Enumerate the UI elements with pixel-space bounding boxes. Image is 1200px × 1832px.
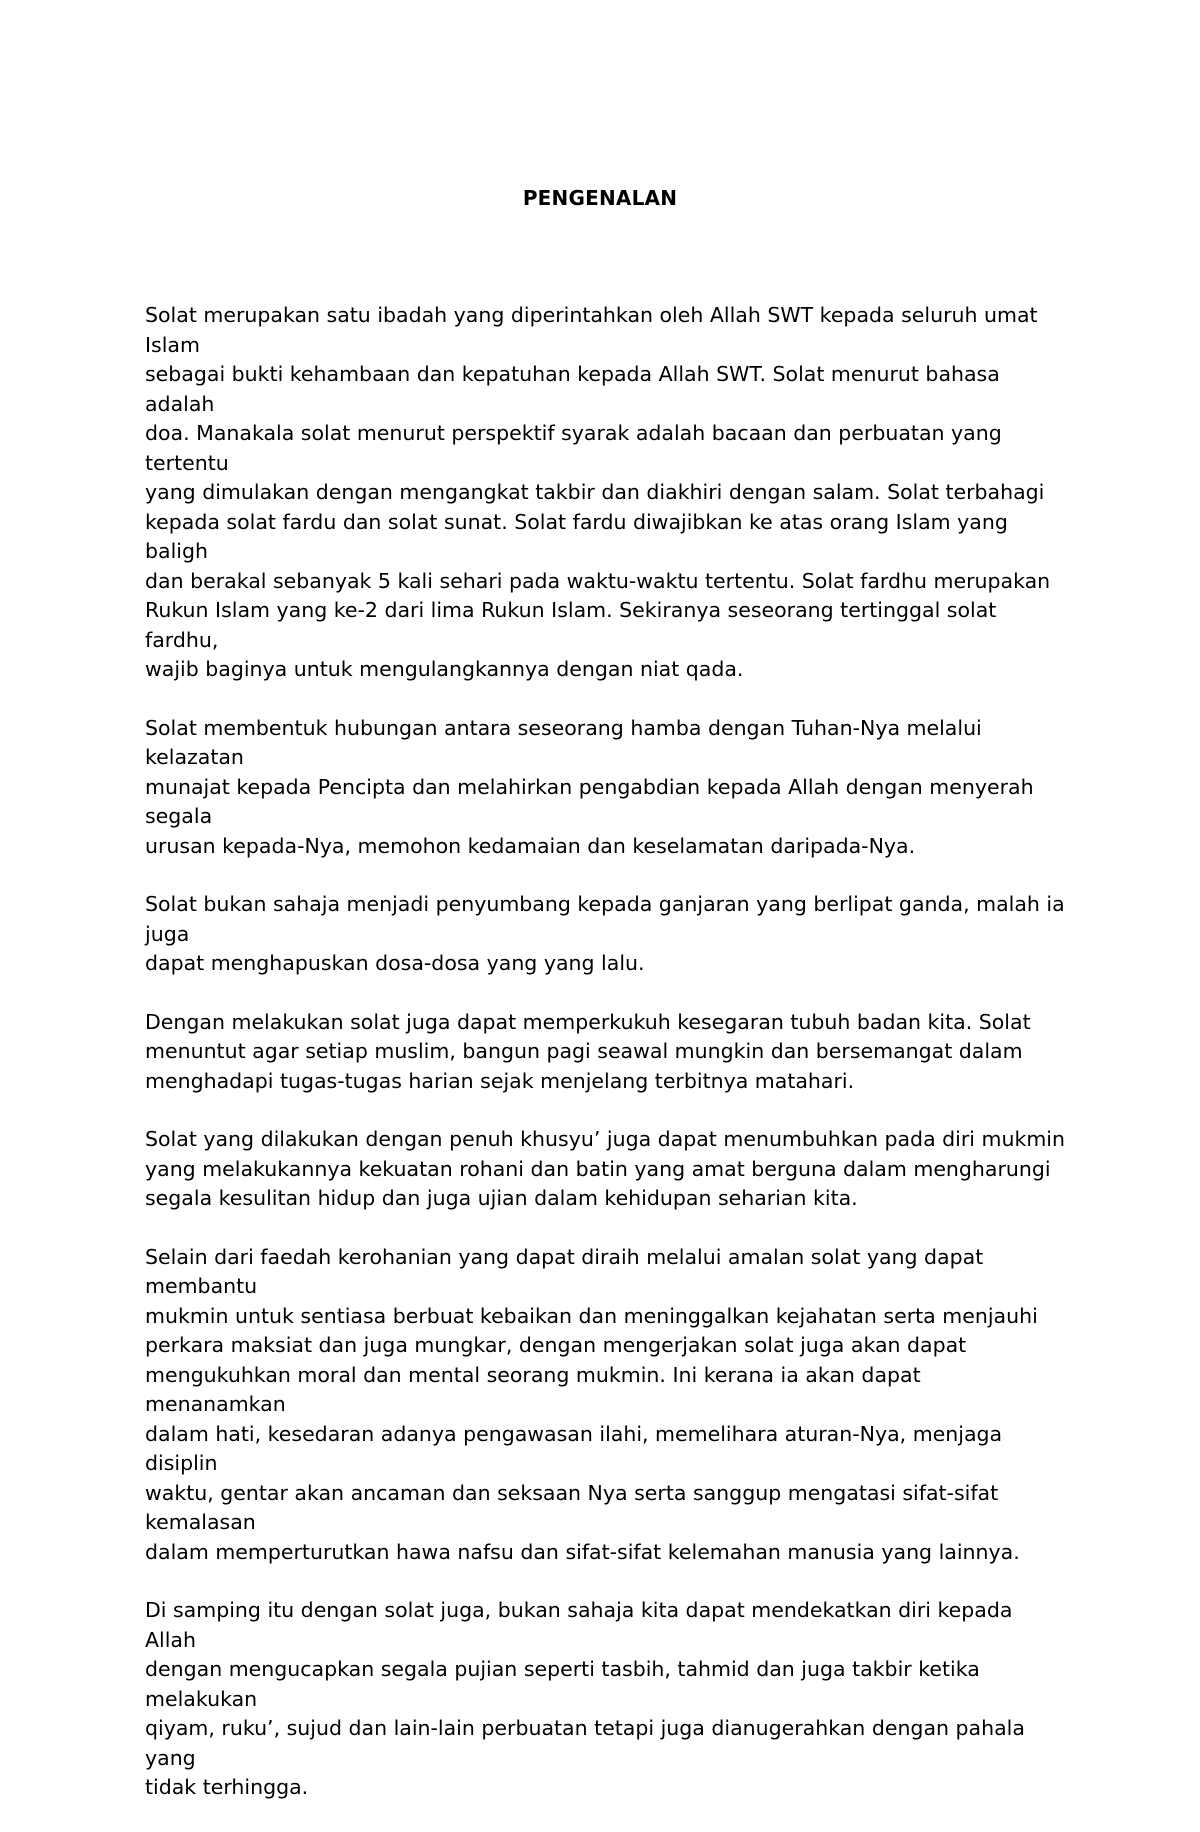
paragraph-1: Solat merupakan satu ibadah yang diperintahkan oleh Allah SWT kepada seluruh umat Islam sebagai bukti kehambaan dan kepatuhan kepada Allah SWT. Solat menurut bahasa adalah doa. Manakala solat menurut perspektif syarak adalah bacaan dan perbuatan yang tertentu yang dimulakan dengan mengangkat takbir dan diakhiri dengan salam. Solat terbahagi kepada solat fardu dan solat sunat. Solat fardu diwajibkan ke atas orang Islam yang baligh dan berakal sebanyak 5 kali sehari pada waktu-waktu tertentu. Solat fardhu merupakan Rukun Islam yang ke-2 dari lima Rukun Islam. Sekiranya seseorang tertinggal solat fardhu, wajib baginya untuk mengulangkannya dengan niat qada. [145, 303, 1051, 681]
document-body [145, 301, 1065, 1832]
paragraph-5: Solat yang dilakukan dengan penuh khusyu’ juga dapat menumbuhkan pada diri mukmin yang melakukannya kekuatan rohani dan batin yang amat berguna dalam mengharungi segala kesulitan hidup dan juga ujian dalam kehidupan seharian kita. [145, 1127, 1065, 1210]
paragraph-6: Selain dari faedah kerohanian yang dapat diraih melalui amalan solat yang dapat membantu mukmin untuk sentiasa berbuat kebaikan dan meninggalkan kejahatan serta menjauhi perkara maksiat dan juga mungkar, dengan mengerjakan solat juga akan dapat mengukuhkan moral dan mental seorang mukmin. Ini kerana ia akan dapat menanamkan dalam hati, kesedaran adanya pengawasan ilahi, memelihara aturan-Nya, menjaga disiplin waktu, gentar akan ancaman dan seksaan Nya serta sanggup mengatasi sifat-sifat kemalasan dalam memperturutkan hawa nafsu dan sifat-sifat kelemahan manusia yang lainnya. [145, 1244, 1038, 1564]
paragraph-3: Solat bukan sahaja menjadi penyumbang kepada ganjaran yang berlipat ganda, malah ia juga dapat menghapuskan dosa-dosa yang yang lalu. [145, 892, 1065, 975]
document-title: PENGENALAN [522, 186, 678, 210]
paragraph-2: Solat membentuk hubungan antara seseorang hamba dengan Tuhan-Nya melalui kelazatan munajat kepada Pencipta dan melahirkan pengabdian kepada Allah dengan menyerah segala urusan kepada-Nya, memohon kedamaian dan keselamatan daripada-Nya. [145, 715, 1034, 858]
paragraph-7: Di samping itu dengan solat juga, bukan sahaja kita dapat mendekatkan diri kepada Allah dengan mengucapkan segala pujian seperti tasbih, tahmid dan juga takbir ketika melakukan qiyam, ruku’, sujud dan lain-lain perbuatan tetapi juga dianugerahkan dengan pahala yang tidak terhingga. [145, 1598, 1025, 1799]
paragraph-4: Dengan melakukan solat juga dapat memperkukuh kesegaran tubuh badan kita. Solat menuntut agar setiap muslim, bangun pagi seawal mungkin dan bersemangat dalam menghadapi tugas-tugas harian sejak menjelang terbitnya matahari. [145, 1009, 1031, 1093]
